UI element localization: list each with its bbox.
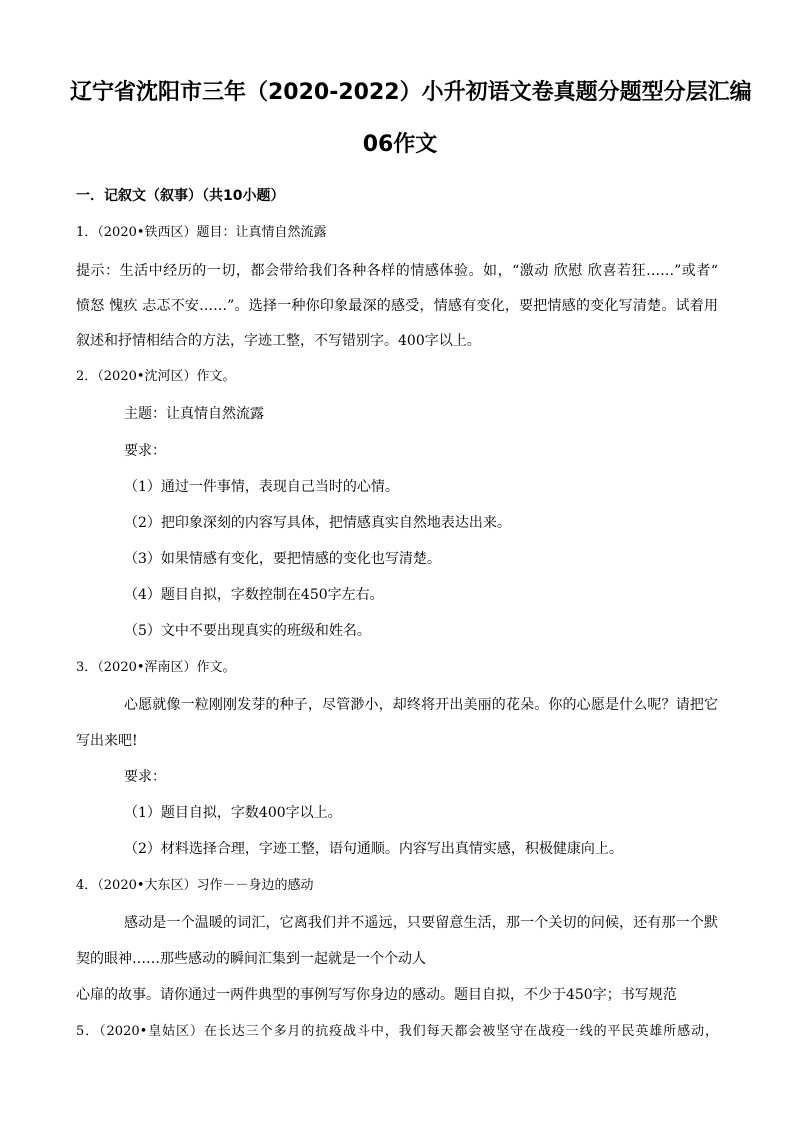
question-1-text-line: 叙述和抒情相结合的方法，字迹工整，不写错别字。400字以上。 — [76, 333, 481, 349]
question-4-header: 4．（2020•大东区）习作－－身边的感动 — [76, 878, 314, 893]
question-2-text-line: （3）如果情感有变化，要把情感的变化也写清楚。 — [124, 551, 441, 567]
question-2-text-line: （4）题目自拟，字数控制在450字左右。 — [124, 587, 384, 603]
question-3-header: 3．（2020•浑南区）作文。 — [76, 660, 236, 675]
question-1-text-line: 提示：生活中经历的一切，都会带给我们各种各样的情感体验。如，“激动 欣慰 欣喜若狂……”或者“ — [76, 263, 718, 279]
question-1-text-line: 愤怒 愧疚 忐忑不安……”。选择一种你印象最深的感受，情感有变化，要把情感的变化写清楚。试着用 — [76, 298, 718, 314]
question-2-text-line: 主题：让真情自然流露 — [124, 406, 264, 422]
question-2-text-line: （1）通过一件事情，表现自己当时的心情。 — [124, 479, 399, 495]
question-3-text-line: 心愿就像一粒刚刚发芽的种子，尽管渺小，却终将开出美丽的花朵。你的心愿是什么呢？请把它 — [124, 697, 718, 713]
question-3-text-line: （2）材料选择合理，字迹工整，语句通顺。内容写出真情实感，积极健康向上。 — [124, 841, 623, 857]
question-1-header: 1．（2020•铁西区）题目：让真情自然流露 — [76, 225, 327, 240]
question-4-text-line: 契的眼神……那些感动的瞬间汇集到一起就是一个个动人 — [76, 951, 426, 967]
question-5-header: 5．（2020•皇姑区）在长达三个多月的抗疫战斗中，我们每天都会被坚守在战疫一线的平民英雄所感动， — [76, 1024, 718, 1039]
question-4-text-line: 心扉的故事。请你通过一两件典型的事例写写你身边的感动。题目自拟，不少于450字；书写规范 — [76, 987, 677, 1003]
document-subtitle: 06作文 — [362, 132, 438, 157]
question-2-header: 2．（2020•沈河区）作文。 — [76, 369, 236, 384]
question-4-text-line: 感动是一个温暖的词汇，它离我们并不遥远，只要留意生活，那一个关切的问候，还有那一个默 — [124, 915, 718, 931]
question-3-text-line: 要求： — [124, 769, 166, 785]
question-2-text-line: （5）文中不要出现真实的班级和姓名。 — [124, 623, 371, 639]
question-2-text-line: 要求： — [124, 443, 166, 459]
question-2-text-line: （2）把印象深刻的内容写具体，把情感真实自然地表达出来。 — [124, 515, 511, 531]
question-3-text-line: （1）题目自拟，字数400字以上。 — [124, 805, 342, 821]
document-title: 辽宁省沈阳市三年（2020-2022）小升初语文卷真题分题型分层汇编 — [70, 80, 752, 105]
section-heading: 一．记叙文（叙事）（共10小题） — [76, 188, 285, 204]
question-3-text-line: 写出来吧! — [76, 733, 138, 749]
